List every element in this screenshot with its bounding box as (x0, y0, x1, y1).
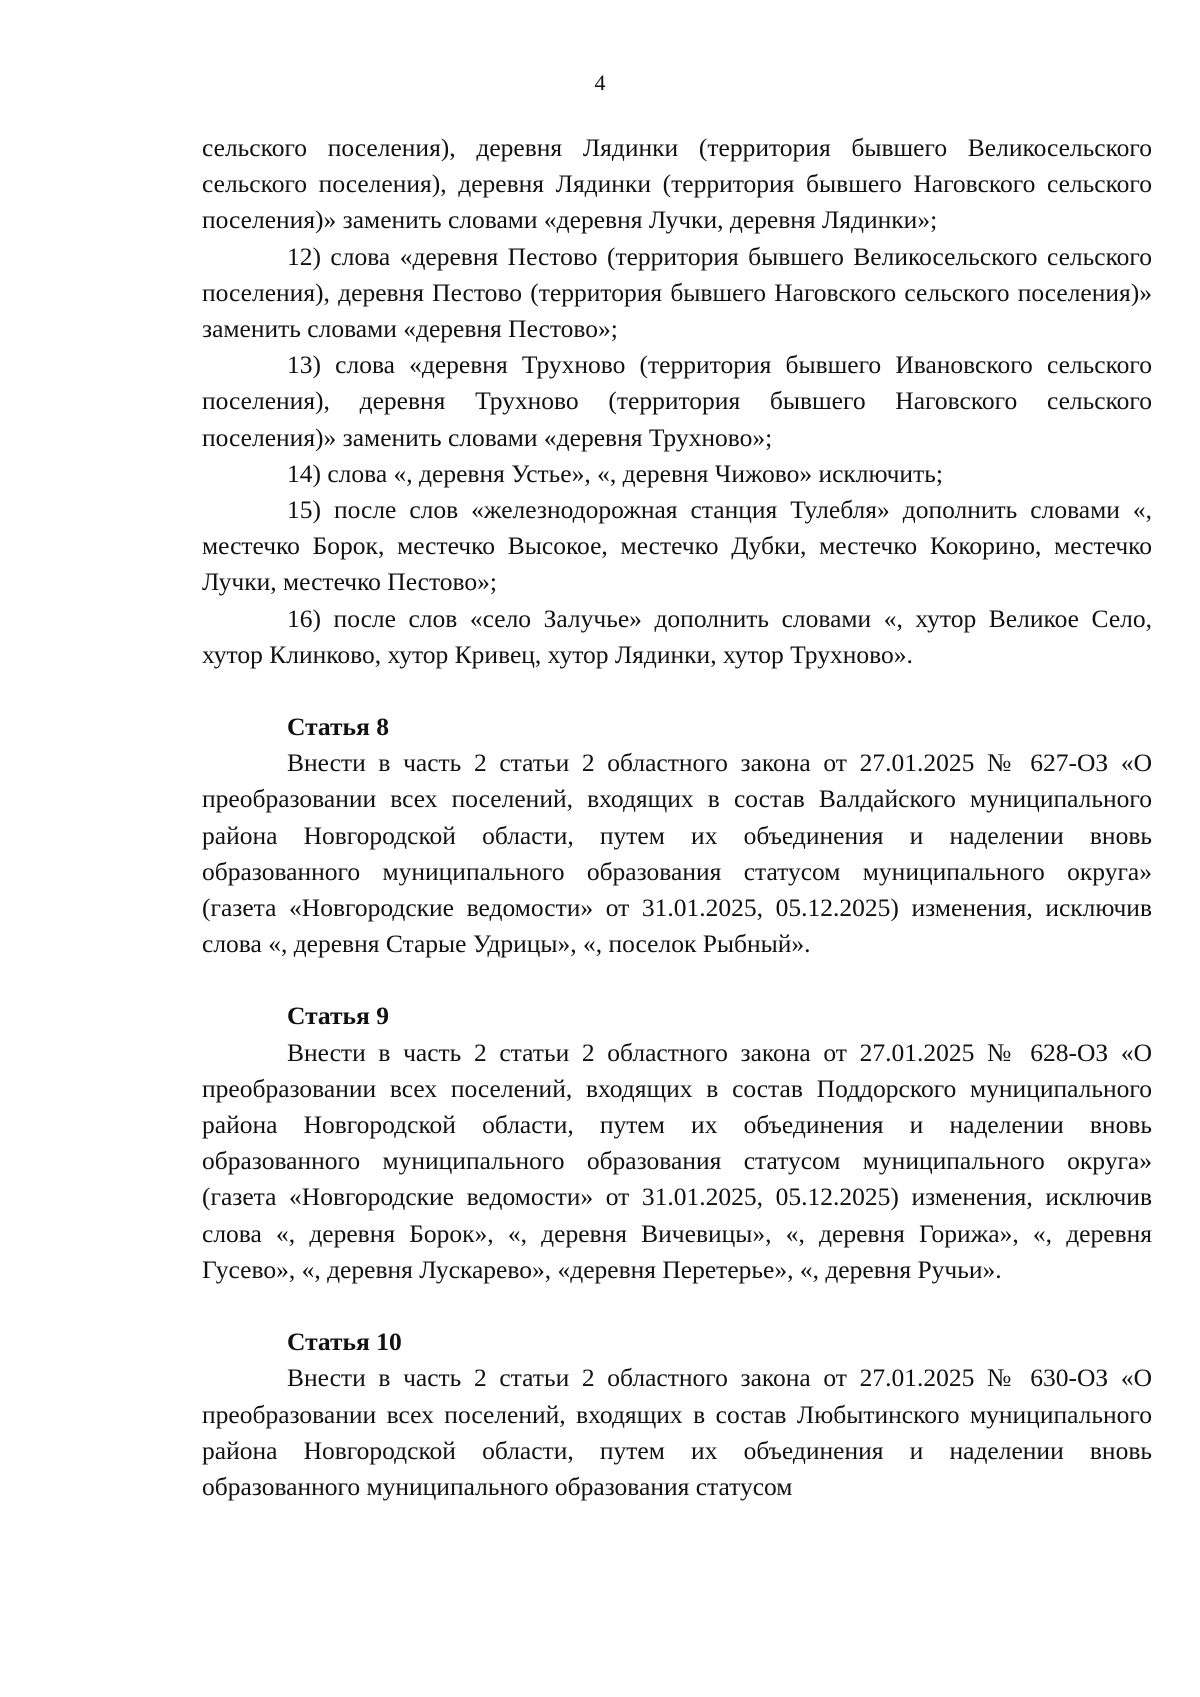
article-9 (202, 998, 1152, 1288)
document-body (202, 130, 1152, 1505)
article-text: Внести в часть 2 статьи 2 областного закона от 27.01.2025 № 630-ОЗ «О преобразовании всех поселений, входящих в состав Любытинского муниципального района Новгородской области, путем их объединения и наделении вновь образованного муниципального образования статусом (202, 1363, 1152, 1501)
list-item-16: 16) после слов «село Залучье» дополнить словами «, хутор Великое Село, хутор Клинково, хутор Кривец, хутор Лядинки, хутор Трухново». (202, 603, 1152, 669)
article-heading: Статья 10 (287, 1327, 402, 1357)
article-heading: Статья 8 (287, 712, 389, 742)
article-text: Внести в часть 2 статьи 2 областного закона от 27.01.2025 № 628-ОЗ «О преобразовании всех поселений, входящих в состав Поддорского муниципального района Новгородской области, путем их объединения и наделении вновь образованного муниципального образования статусом муниципального округа» (газета «Новгородские ведомости» от 31.01.2025, 05.12.2025) изменения, исключив слова «, деревня Борок», «, деревня Вичевицы», «, деревня Горижа», «, деревня Гусево», «, деревня Лускарево», «деревня Перетерье», «, деревня Ручьи». (202, 1037, 1152, 1284)
article-heading: Статья 9 (287, 1001, 389, 1031)
paragraph-continuation: сельского поселения), деревня Лядинки (территория бывшего Великосельского сельского поселения), деревня Лядинки (территория бывшего Наговского сельского поселения)» заменить словами «деревня Лучки, деревня Лядинки»; (202, 133, 1152, 235)
list-item-14: 14) слова «, деревня Устье», «, деревня Чижово» исключить; (287, 458, 943, 488)
page-number: 4 (594, 70, 606, 95)
article-8 (202, 709, 1152, 962)
article-10 (202, 1324, 1152, 1505)
list-item-12: 12) слова «деревня Пестово (территория бывшего Великосельского сельского поселения), деревня Пестово (территория бывшего Наговского сельского поселения)» заменить словами «деревня Пестово»; (202, 241, 1152, 344)
list-item-15: 15) после слов «железнодорожная станция Тулебля» дополнить словами «, местечко Борок, местечко Высокое, местечко Дубки, местечко Кокорино, местечко Лучки, местечко Пестово»; (202, 495, 1152, 597)
article-text: Внести в часть 2 статьи 2 областного закона от 27.01.2025 № 627-ОЗ «О преобразовании всех поселений, входящих в состав Валдайского муниципального района Новгородской области, путем их объединения и наделении вновь образованного муниципального образования статусом муниципального округа» (газета «Новгородские ведомости» от 31.01.2025, 05.12.2025) изменения, исключив слова «, деревня Старые Удрицы», «, поселок Рыбный». (202, 748, 1152, 959)
list-item-13: 13) слова «деревня Трухново (территория бывшего Ивановского сельского поселения), деревня Трухново (территория бывшего Наговского сельского поселения)» заменить словами «деревня Трухново»; (202, 350, 1152, 452)
